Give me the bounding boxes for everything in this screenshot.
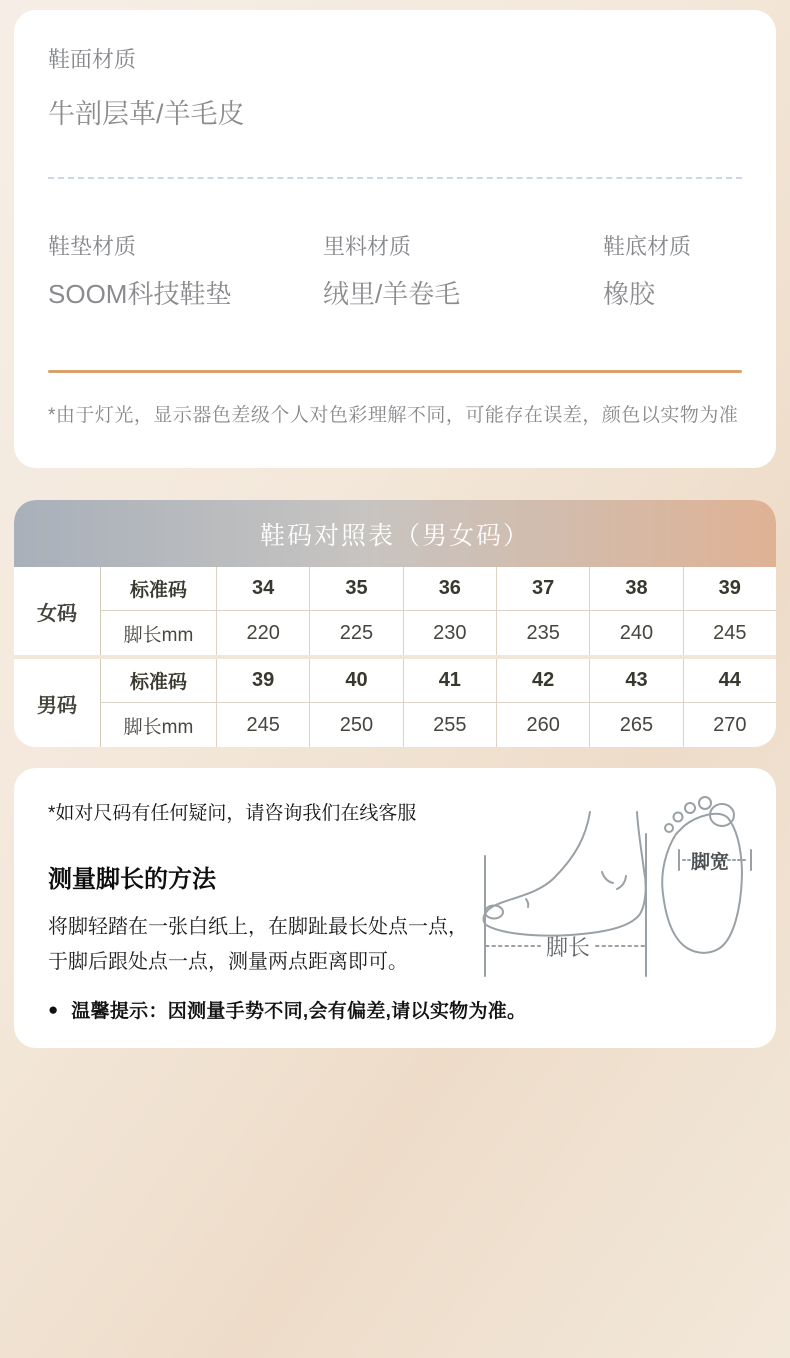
length-cell: 270 bbox=[683, 703, 776, 747]
insole-material-value: SOOM科技鞋垫 bbox=[48, 278, 232, 309]
upper-material-label: 鞋面材质 bbox=[48, 47, 137, 72]
men-foot-length-row bbox=[100, 703, 776, 747]
insole-material-column bbox=[48, 235, 323, 310]
color-disclaimer-text: *由于灯光，显示器色差级个人对色彩理解不同，可能存在误差，颜色以实物为准 bbox=[48, 404, 739, 426]
size-cell: 39 bbox=[683, 567, 776, 610]
lining-material-column bbox=[323, 235, 603, 310]
size-cell: 44 bbox=[683, 659, 776, 702]
sole-material-column bbox=[603, 235, 742, 310]
row-header: 标准码 bbox=[129, 672, 187, 693]
women-size-section bbox=[14, 567, 776, 655]
size-cell: 40 bbox=[309, 659, 402, 702]
material-columns bbox=[48, 235, 742, 310]
row-header: 标准码 bbox=[129, 580, 187, 601]
size-cell: 41 bbox=[403, 659, 496, 702]
size-question-note: *如对尺码有任何疑问，请咨询我们在线客服 bbox=[48, 803, 417, 824]
size-cell: 37 bbox=[496, 567, 589, 610]
size-cell: 43 bbox=[589, 659, 682, 702]
length-cell: 225 bbox=[309, 611, 402, 655]
length-cell: 220 bbox=[216, 611, 309, 655]
size-chart-title: 鞋码对照表（男女码） bbox=[259, 521, 530, 550]
length-cell: 250 bbox=[309, 703, 402, 747]
measure-method-heading: 测量脚长的方法 bbox=[48, 866, 216, 893]
warm-tip-text: 温馨提示：因测量手势不同,会有偏差,请以实物为准。 bbox=[71, 1001, 527, 1022]
materials-card bbox=[14, 10, 776, 468]
length-cell: 235 bbox=[496, 611, 589, 655]
length-cell: 240 bbox=[589, 611, 682, 655]
sole-material-label: 鞋底材质 bbox=[603, 233, 692, 259]
foot-measure-diagram bbox=[460, 786, 762, 982]
measure-guide-card bbox=[14, 768, 776, 1048]
lining-material-value: 绒里/羊卷毛 bbox=[323, 278, 461, 309]
size-cell: 38 bbox=[589, 567, 682, 610]
lining-material-label: 里料材质 bbox=[323, 233, 412, 259]
warm-tip-row bbox=[48, 996, 526, 1023]
size-chart-header bbox=[14, 500, 776, 567]
foot-top-view bbox=[662, 797, 751, 953]
dashed-divider bbox=[48, 177, 742, 179]
women-foot-length-row bbox=[100, 611, 776, 655]
accent-divider bbox=[48, 370, 742, 373]
row-header: 脚长mm bbox=[123, 716, 194, 738]
men-gender-label: 男码 bbox=[37, 694, 77, 717]
men-standard-size-row bbox=[100, 659, 776, 703]
measure-instruction-line2: 于脚后跟处点一点，测量两点距离即可。 bbox=[48, 951, 408, 973]
size-chart-card bbox=[14, 500, 776, 747]
men-size-section bbox=[14, 659, 776, 747]
length-cell: 260 bbox=[496, 703, 589, 747]
length-cell: 265 bbox=[589, 703, 682, 747]
size-cell: 39 bbox=[216, 659, 309, 702]
measure-instructions bbox=[48, 910, 478, 980]
insole-material-label: 鞋垫材质 bbox=[48, 233, 137, 259]
women-standard-size-row bbox=[100, 567, 776, 611]
measure-instruction-line1: 将脚轻踏在一张白纸上，在脚趾最长处点一点， bbox=[48, 916, 468, 938]
sole-material-value: 橡胶 bbox=[603, 278, 656, 309]
length-cell: 245 bbox=[216, 703, 309, 747]
foot-width-label: 脚宽 bbox=[690, 852, 730, 873]
foot-length-label: 脚长 bbox=[545, 935, 591, 960]
row-header: 脚长mm bbox=[123, 624, 194, 646]
size-cell: 42 bbox=[496, 659, 589, 702]
length-cell: 230 bbox=[403, 611, 496, 655]
size-cell: 35 bbox=[309, 567, 402, 610]
women-gender-label: 女码 bbox=[37, 602, 77, 625]
size-cell: 36 bbox=[403, 567, 496, 610]
upper-material-value: 牛剖层革/羊毛皮 bbox=[48, 99, 245, 130]
size-chart-table bbox=[14, 567, 776, 747]
length-cell: 245 bbox=[683, 611, 776, 655]
size-cell: 34 bbox=[216, 567, 309, 610]
length-cell: 255 bbox=[403, 703, 496, 747]
bullet-icon: ● bbox=[48, 1000, 59, 1019]
